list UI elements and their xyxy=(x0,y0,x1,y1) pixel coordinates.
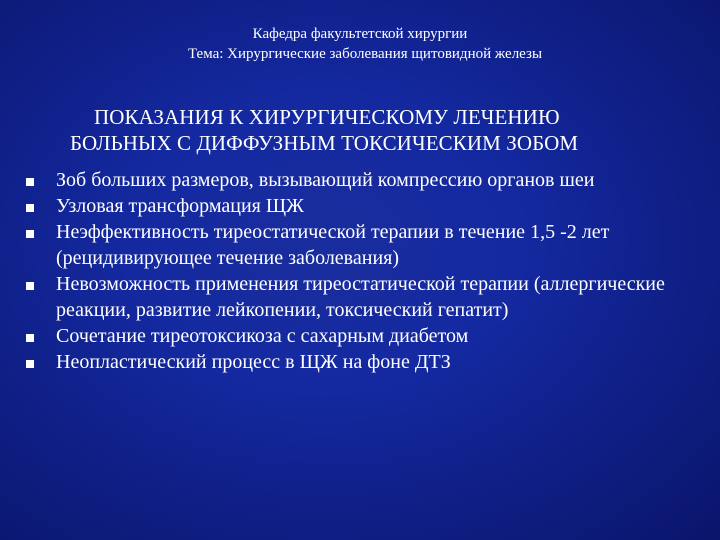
department-name: Кафедра факультетской хирургии xyxy=(252,26,468,42)
list-item xyxy=(24,167,706,193)
list-item-text: Узловая трансформация ЩЖ xyxy=(56,195,304,217)
square-bullet-icon xyxy=(26,178,34,186)
list-item-text: Неопластический процесс в ЩЖ на фоне ДТЗ xyxy=(56,351,451,373)
square-bullet-icon xyxy=(26,230,34,238)
square-bullet-icon xyxy=(26,360,34,368)
square-bullet-icon xyxy=(26,334,34,342)
list-item-text: Сочетание тиреотоксикоза с сахарным диабетом xyxy=(56,325,469,347)
list-item-text: Зоб больших размеров, вызывающий компрессию органов шеи xyxy=(56,169,595,191)
list-item xyxy=(24,349,706,375)
list-item-text: Неэффективность тиреостатической терапии в течение 1,5 -2 лет (рецидивирующее течение заболевания) xyxy=(56,221,610,269)
slide-title-line-2: БОЛЬНЫХ С ДИФФУЗНЫМ ТОКСИЧЕСКИМ ЗОБОМ xyxy=(70,131,579,155)
slide-title xyxy=(70,104,710,156)
topic-line: Тема: Хирургические заболевания щитовидной железы xyxy=(187,46,543,62)
list-item xyxy=(24,323,706,349)
square-bullet-icon xyxy=(26,204,34,212)
list-item xyxy=(24,219,706,271)
list-item xyxy=(24,193,706,219)
slide-title-line-1: ПОКАЗАНИЯ К ХИРУРГИЧЕСКОМУ ЛЕЧЕНИЮ xyxy=(94,105,560,129)
indications-list xyxy=(24,167,706,375)
square-bullet-icon xyxy=(26,282,34,290)
list-item xyxy=(24,271,706,323)
list-item-text: Невозможность применения тиреостатической терапии (аллергические реакции, развитие лейкопении, токсический гепатит) xyxy=(56,273,665,321)
slide-header xyxy=(0,24,720,64)
